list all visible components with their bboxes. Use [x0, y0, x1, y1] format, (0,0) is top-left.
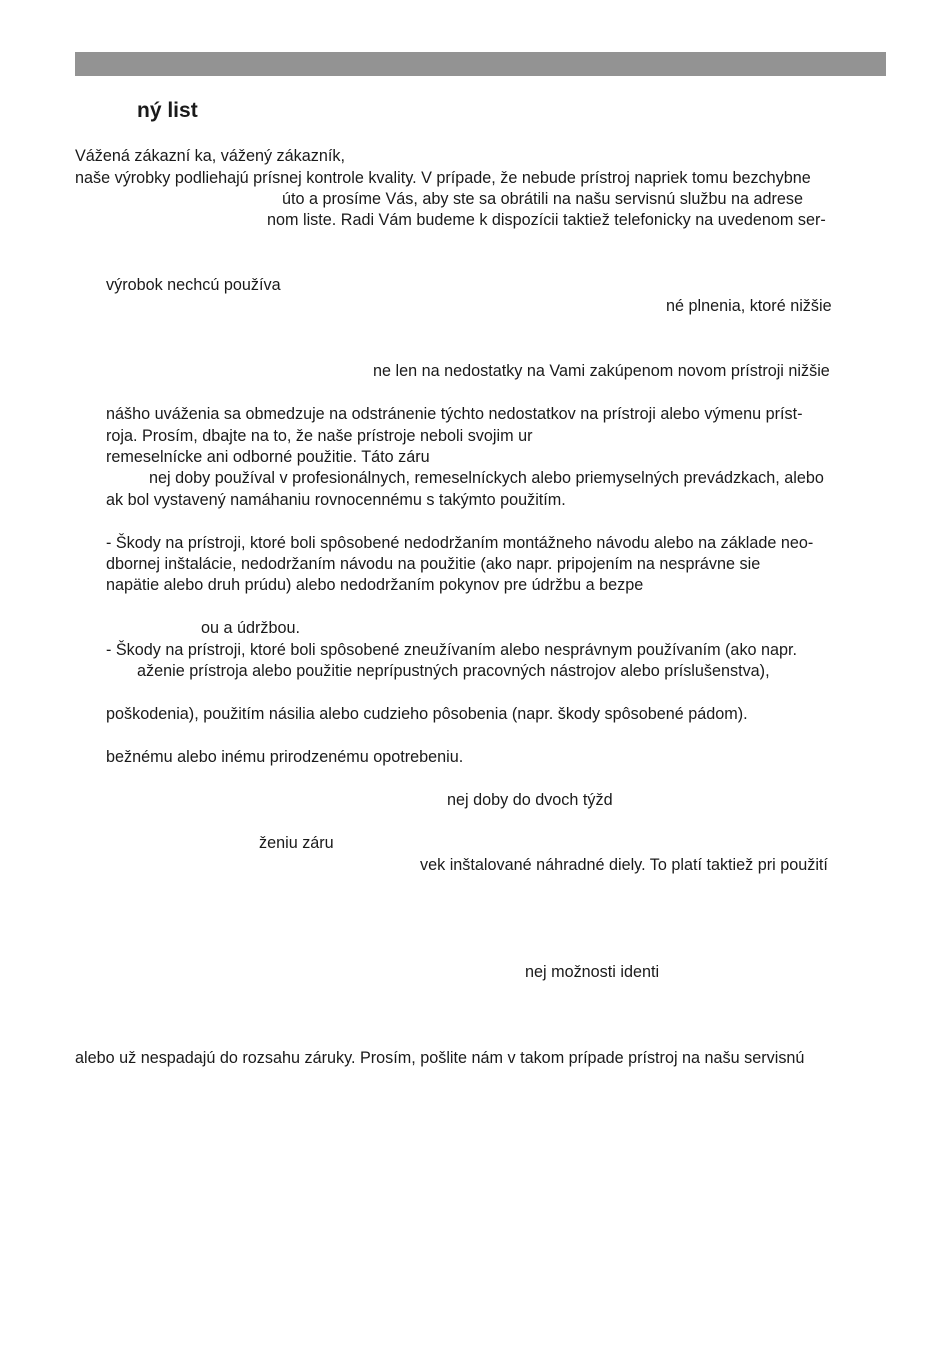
- text-line: ou a údržbou.: [201, 619, 300, 637]
- text-line: ak bol vystavený namáhaniu rovnocennému s takýmto použitím.: [106, 491, 566, 509]
- text-line: - Škody na prístroji, ktoré boli spôsobené zneužívaním alebo nesprávnym používaním (ako napr.: [106, 641, 798, 659]
- text-line: napätie alebo druh prúdu) alebo nedodržaním pokynov pre údržbu a bezpe: [106, 576, 644, 594]
- page-title: ný list: [137, 99, 198, 122]
- text-line: roja. Prosím, dbajte na to, že naše prístroje neboli svojim ur: [106, 427, 533, 445]
- text-line: nej možnosti identi: [525, 963, 660, 981]
- text-line: alebo už nespadajú do rozsahu záruky. Prosím, pošlite nám v takom prípade prístroj na našu servisnú: [75, 1049, 805, 1067]
- text-line: ne len na nedostatky na Vami zakúpenom novom prístroji nižšie: [373, 362, 830, 380]
- text-line: dbornej inštalácie, nedodržaním návodu na použitie (ako napr. pripojením na nesprávne sie: [106, 555, 761, 573]
- header-bar: [75, 52, 886, 76]
- text-line: vek inštalované náhradné diely. To platí taktiež pri použití: [420, 856, 828, 874]
- text-line: - Škody na prístroji, ktoré boli spôsobené nedodržaním montážneho návodu alebo na základe neo-: [106, 534, 814, 552]
- text-line: né plnenia, ktoré nižšie: [666, 297, 832, 315]
- text-line: nej doby do dvoch týžd: [447, 791, 613, 809]
- text-line: poškodenia), použitím násilia alebo cudzieho pôsobenia (napr. škody spôsobené pádom).: [106, 705, 748, 723]
- text-line: výrobok nechcú používa: [106, 276, 281, 294]
- text-line: aženie prístroja alebo použitie neprípustných pracovných nástrojov alebo príslušenstva),: [137, 662, 770, 680]
- text-line: Vážená zákazní ka, vážený zákazník,: [75, 147, 345, 165]
- text-line: remeselnícke ani odborné použitie. Táto záru: [106, 448, 430, 466]
- text-line: nej doby používal v profesionálnych, remeselníckych alebo priemyselných prevádzkach, alebo: [149, 469, 824, 487]
- text-line: bežnému alebo inému prirodzenému opotrebeniu.: [106, 748, 464, 766]
- text-line: úto a prosíme Vás, aby ste sa obrátili na našu servisnú službu na adrese: [282, 190, 803, 208]
- text-line: naše výrobky podliehajú prísnej kontrole kvality. V prípade, že nebude prístroj napriek tomu bezchybne: [75, 169, 811, 187]
- text-line: nášho uváženia sa obmedzuje na odstránenie týchto nedostatkov na prístroji alebo výmenu príst-: [106, 405, 803, 423]
- text-line: ženiu záru: [259, 834, 334, 852]
- text-line: nom liste. Radi Vám budeme k dispozícii taktiež telefonicky na uvedenom ser-: [267, 211, 826, 229]
